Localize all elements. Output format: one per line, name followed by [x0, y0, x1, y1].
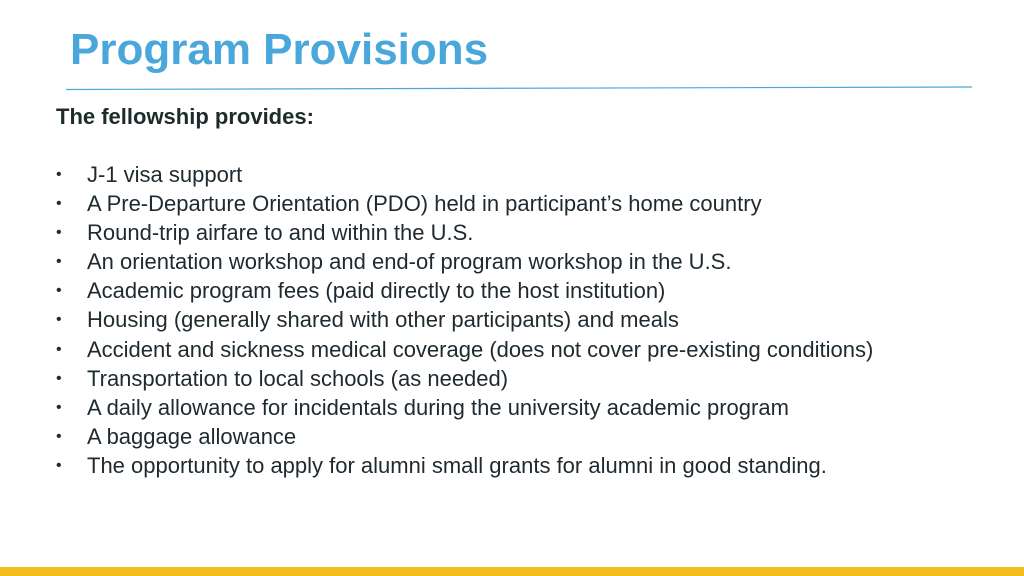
intro-heading: The fellowship provides: — [56, 104, 314, 129]
list-item — [56, 160, 873, 189]
title-underline — [66, 86, 972, 91]
list-item — [56, 364, 873, 393]
list-item-text: A daily allowance for incidentals during the university academic program — [87, 394, 789, 420]
bullet-marker: • — [56, 224, 62, 242]
title-underline-line — [66, 87, 972, 90]
list-item — [56, 218, 873, 247]
bullet-marker: • — [56, 166, 62, 183]
bullet-marker: • — [56, 311, 62, 329]
list-item-text: Academic program fees (paid directly to the host institution) — [87, 278, 666, 304]
list-item-text: Round-trip airfare to and within the U.S. — [87, 220, 474, 246]
list-item-text: An orientation workshop and end-of program workshop in the U.S. — [87, 249, 732, 275]
list-item — [56, 189, 873, 218]
bullet-marker: • — [56, 456, 62, 474]
bullet-marker: • — [56, 398, 62, 416]
list-item-text: A baggage allowance — [87, 423, 297, 449]
bullet-marker: • — [56, 340, 62, 358]
list-item — [56, 276, 873, 305]
list-item — [56, 422, 873, 451]
list-item — [56, 247, 873, 276]
list-item — [56, 393, 873, 422]
list-item-text: J-1 visa support — [87, 162, 243, 187]
list-item-text: Accident and sickness medical coverage (does not cover pre-existing conditions) — [87, 336, 874, 362]
bullet-marker: • — [56, 427, 62, 445]
list-item-text: Housing (generally shared with other participants) and meals — [87, 307, 679, 333]
bullet-marker: • — [56, 282, 62, 300]
provisions-list — [56, 160, 873, 480]
bullet-marker: • — [56, 195, 62, 213]
footer-accent-bar — [0, 567, 1024, 576]
list-item — [56, 335, 873, 364]
list-item-text: The opportunity to apply for alumni small grants for alumni in good standing. — [87, 452, 827, 478]
list-item — [56, 451, 873, 480]
list-item-text: A Pre-Departure Orientation (PDO) held in participant’s home country — [87, 191, 762, 217]
list-item-text: Transportation to local schools (as needed) — [87, 365, 509, 391]
slide-title: Program Provisions — [70, 25, 489, 74]
bullet-marker: • — [56, 253, 62, 271]
list-item — [56, 305, 873, 334]
bullet-marker: • — [56, 369, 62, 387]
